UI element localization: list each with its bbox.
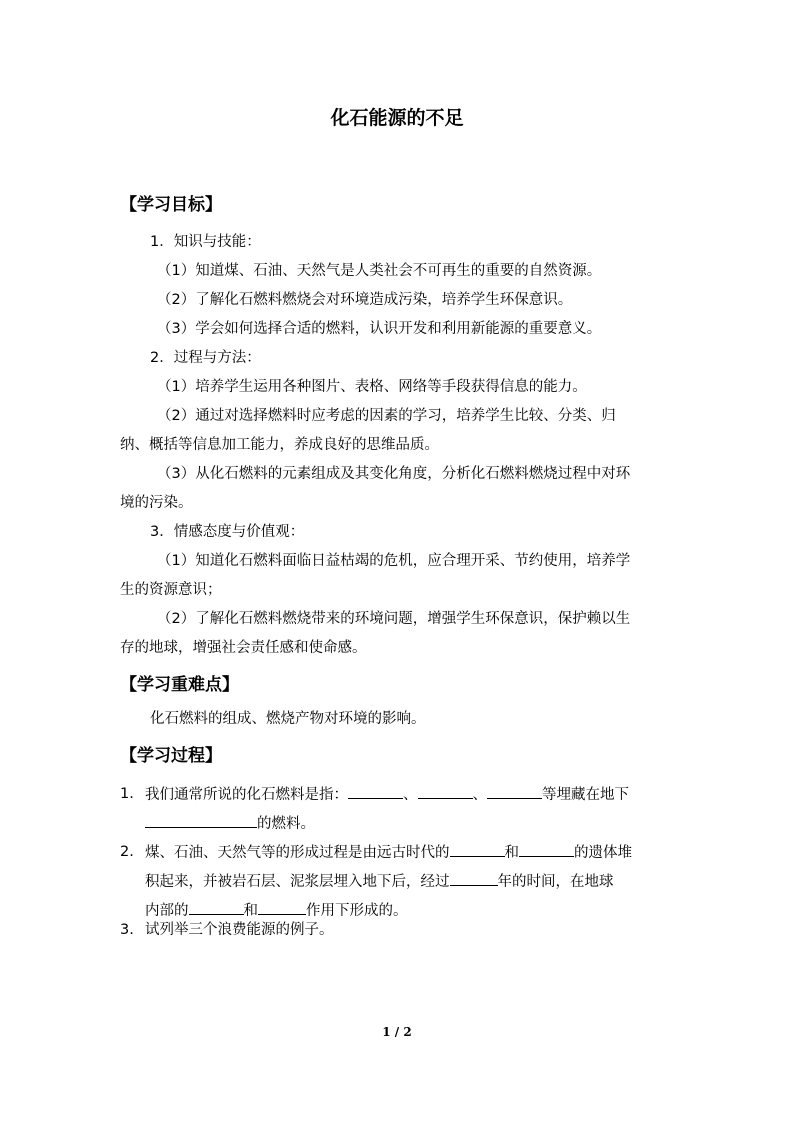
blank-condition-2[interactable]	[258, 900, 306, 915]
process-heading: 【学习过程】	[120, 746, 222, 766]
question-3-number: 3.	[120, 922, 134, 938]
question-2-text-e: 内部的	[145, 903, 189, 919]
blank-fuel-1[interactable]	[348, 784, 403, 799]
page-number: 1 / 2	[382, 1025, 412, 1039]
goal-3-title: 3．情感态度与价值观：	[150, 524, 305, 540]
goal-2-item-2b: 纳、概括等信息加工能力，养成良好的思维品质。	[120, 437, 439, 453]
goal-2-item-3b: 境的污染。	[120, 495, 193, 511]
separator: 、	[403, 787, 418, 803]
question-2-text-f: 作用下形成的。	[306, 903, 408, 919]
goal-3-item-2a: （2）了解化石燃料燃烧带来的环境问题，增强学生环保意识，保护赖以生	[157, 611, 631, 627]
goals-heading: 【学习目标】	[120, 195, 222, 215]
question-2-text-d: 年的时间，在地球	[497, 874, 614, 890]
question-2-line-1	[145, 842, 632, 863]
blank-organism-2[interactable]	[519, 842, 574, 857]
goal-1-item-3: （3）学会如何选择合适的燃料，认识开发和利用新能源的重要意义。	[157, 321, 602, 337]
goal-2-title: 2．过程与方法：	[150, 350, 261, 366]
blank-organism-1[interactable]	[450, 842, 505, 857]
blank-fuel-3[interactable]	[487, 784, 542, 799]
question-2-number: 2.	[120, 844, 134, 860]
conjunction: 和	[504, 845, 519, 861]
key-text: 化石燃料的组成、燃烧产物对环境的影响。	[150, 711, 426, 727]
question-1-text-c: 的燃料。	[257, 816, 315, 832]
goal-2-item-2a: （2）通过对选择燃料时应考虑的因素的学习，培养学生比较、分类、归	[157, 408, 616, 424]
question-2-line-3	[145, 900, 408, 921]
question-1-number: 1.	[120, 786, 134, 802]
separator: 、	[472, 787, 487, 803]
question-1-text-a: 我们通常所说的化石燃料是指：	[145, 787, 348, 803]
goal-3-item-1b: 生的资源意识；	[120, 582, 222, 598]
goal-2-item-1: （1）培养学生运用各种图片、表格、网络等手段获得信息的能力。	[157, 379, 587, 395]
goal-1-item-2: （2）了解化石燃料燃烧会对环境造成污染，培养学生环保意识。	[157, 292, 573, 308]
goal-2-item-3a: （3）从化石燃料的元素组成及其变化角度，分析化石燃料燃烧过程中对环	[157, 466, 631, 482]
question-1-line-1	[145, 784, 629, 805]
question-1-line-2	[145, 813, 315, 834]
blank-fuel-2[interactable]	[418, 784, 473, 799]
question-2-line-2	[145, 871, 614, 892]
question-1-text-b: 等埋藏在地下	[542, 787, 629, 803]
question-3-text: 试列举三个浪费能源的例子。	[145, 922, 334, 938]
conjunction: 和	[243, 903, 258, 919]
page-title: 化石能源的不足	[330, 107, 464, 129]
question-2-text-a: 煤、石油、天然气等的形成过程是由远古时代的	[145, 845, 450, 861]
question-2-text-c: 积起来，并被岩石层、泥浆层埋入地下后，经过	[145, 874, 450, 890]
goal-1-item-1: （1）知道煤、石油、天然气是人类社会不可再生的重要的自然资源。	[157, 263, 602, 279]
blank-years[interactable]	[450, 871, 498, 886]
goal-1-title: 1．知识与技能：	[150, 234, 261, 250]
key-heading: 【学习重难点】	[120, 675, 239, 695]
blank-fuel-desc[interactable]	[145, 813, 257, 828]
goal-3-item-2b: 存的地球，增强社会责任感和使命感。	[120, 640, 367, 656]
question-2-text-b: 的遗体堆	[574, 845, 632, 861]
blank-condition-1[interactable]	[189, 900, 244, 915]
goal-3-item-1a: （1）知道化石燃料面临日益枯竭的危机，应合理开采、节约使用，培养学	[157, 553, 631, 569]
